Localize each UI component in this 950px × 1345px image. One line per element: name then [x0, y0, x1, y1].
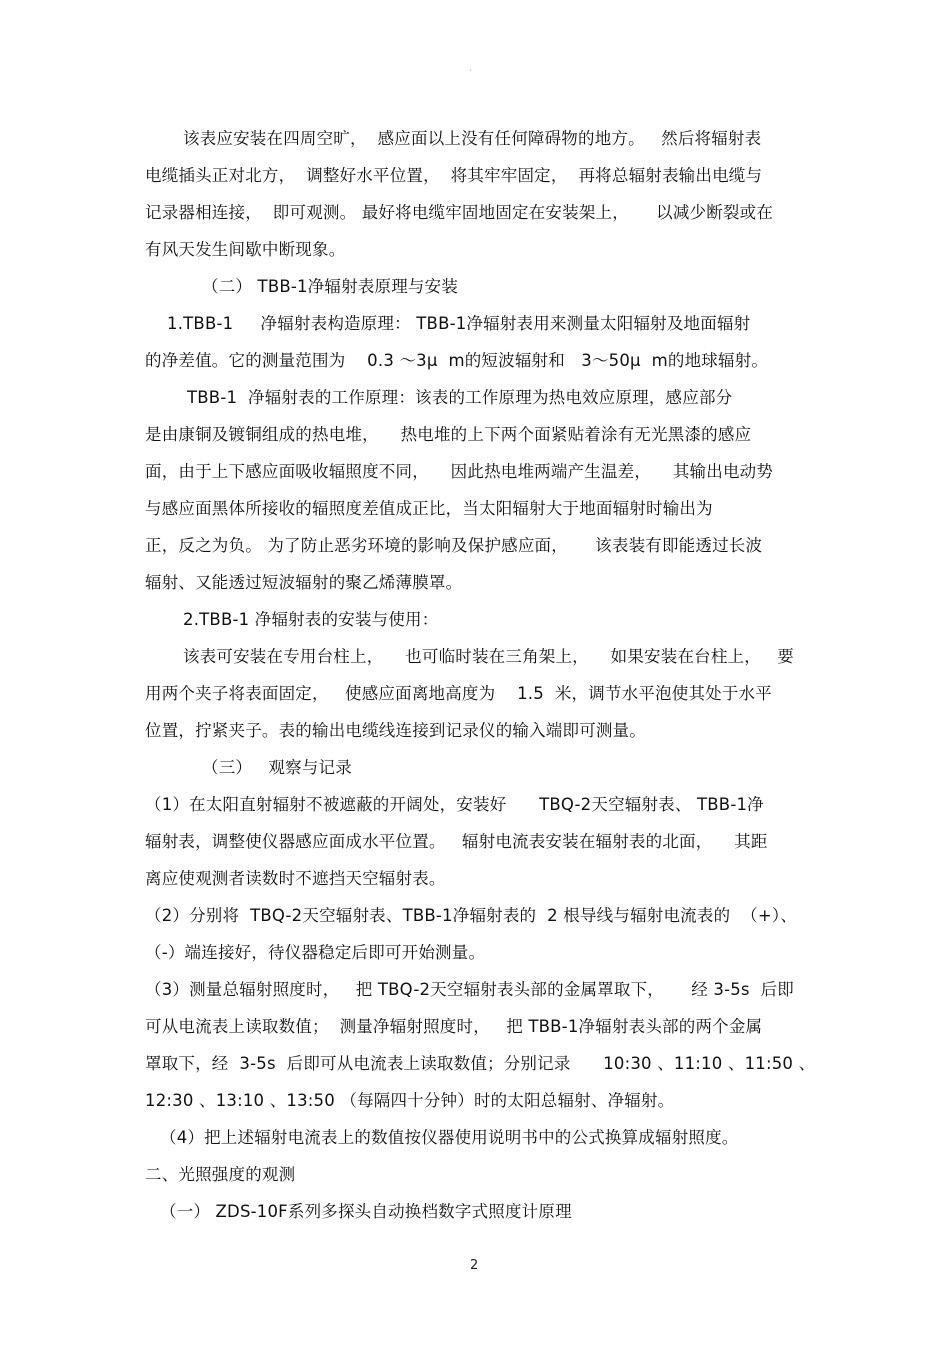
- text-line: （1）在太阳直射辐射不被遮蔽的开阔处，安装好 TBQ-2天空辐射表、 TBB-1净: [145, 795, 764, 814]
- text-line: TBB-1 净辐射表的工作原理：该表的工作原理为热电效应原理，感应部分: [187, 388, 733, 407]
- text-line: 12:30 、13:10 、13:50 （每隔四十分钟）时的太阳总辐射、净辐射。: [145, 1091, 675, 1110]
- subsection-heading: 2.TBB-1 净辐射表的安装与使用：: [183, 610, 439, 629]
- text-line: 辐射、又能透过短波辐射的聚乙烯薄膜罩。: [145, 573, 463, 592]
- section-heading: （一） ZDS-10F系列多探头自动换档数字式照度计原理: [160, 1202, 572, 1221]
- text-line: 记录器相连接， 即可观测。 最好将电缆牢固地固定在安装架上， 以减少断裂或在: [145, 203, 774, 222]
- text-line: 正，反之为负。 为了防止恶劣环境的影响及保护感应面， 该表装有即能透过长波: [145, 536, 763, 555]
- text-line: 用两个夹子将表面固定， 使感应面离地高度为 1.5 米，调节水平泡使其处于水平: [145, 684, 772, 703]
- text-line: 与感应面黑体所接收的辐照度差值成正比，当太阳辐射大于地面辐射时输出为: [145, 499, 713, 518]
- text-line: （2）分别将 TBQ-2天空辐射表、TBB-1净辐射表的 2 根导线与辐射电流表的 （+）、: [145, 906, 798, 925]
- text-line: 电缆插头正对北方， 调整好水平位置， 将其牢牢固定， 再将总辐射表输出电缆与: [145, 166, 763, 185]
- section-heading: （三） 观察与记录: [202, 758, 352, 777]
- page-number: 2: [470, 1258, 479, 1273]
- text-line: （4）把上述辐射电流表上的数值按仪器使用说明书中的公式换算成辐射照度。: [160, 1128, 739, 1147]
- text-line: 的净差值。它的测量范围为 0.3 ～3μ m的短波辐射和 3～50μ m的地球辐射。: [145, 351, 769, 370]
- section-heading: （二） TBB-1净辐射表原理与安装: [202, 277, 459, 296]
- chapter-heading: 二、光照强度的观测: [145, 1165, 296, 1184]
- text-line: 可从电流表上读取数值； 测量净辐射照度时， 把 TBB-1净辐射表头部的两个金属: [145, 1017, 763, 1036]
- text-line: 该表可安装在专用台柱上， 也可临时装在三角架上， 如果安装在台柱上， 要: [183, 647, 794, 666]
- text-line: 该表应安装在四周空旷， 感应面以上没有任何障碍物的地方。 然后将辐射表: [183, 129, 762, 148]
- text-line: 位置，拧紧夹子。表的输出电缆线连接到记录仪的输入端即可测量。: [145, 721, 646, 740]
- header-mark: ·: [469, 66, 472, 76]
- text-line: 1.TBB-1 净辐射表构造原理： TBB-1净辐射表用来测量太阳辐射及地面辐射: [167, 314, 751, 333]
- text-line: 离应使观测者读数时不遮挡天空辐射表。: [145, 869, 446, 888]
- text-line: 辐射表，调整使仪器感应面成水平位置。 辐射电流表安装在辐射表的北面， 其距: [145, 832, 768, 851]
- text-line: （-）端连接好，待仪器稳定后即可开始测量。: [145, 943, 486, 962]
- text-line: 是由康铜及镀铜组成的热电堆， 热电堆的上下两个面紧贴着涂有无光黑漆的感应: [145, 425, 752, 444]
- text-line: 罩取下，经 3-5s 后即可从电流表上读取数值；分别记录 10:30 、11:10 、11:50 、: [145, 1054, 816, 1073]
- text-line: （3）测量总辐射照度时， 把 TBQ-2天空辐射表头部的金属罩取下， 经 3-5s 后即: [145, 980, 794, 999]
- text-line: 有风天发生间歇中断现象。: [145, 240, 346, 259]
- text-line: 面，由于上下感应面吸收辐照度不同， 因此热电堆两端产生温差， 其输出电动势: [145, 462, 774, 481]
